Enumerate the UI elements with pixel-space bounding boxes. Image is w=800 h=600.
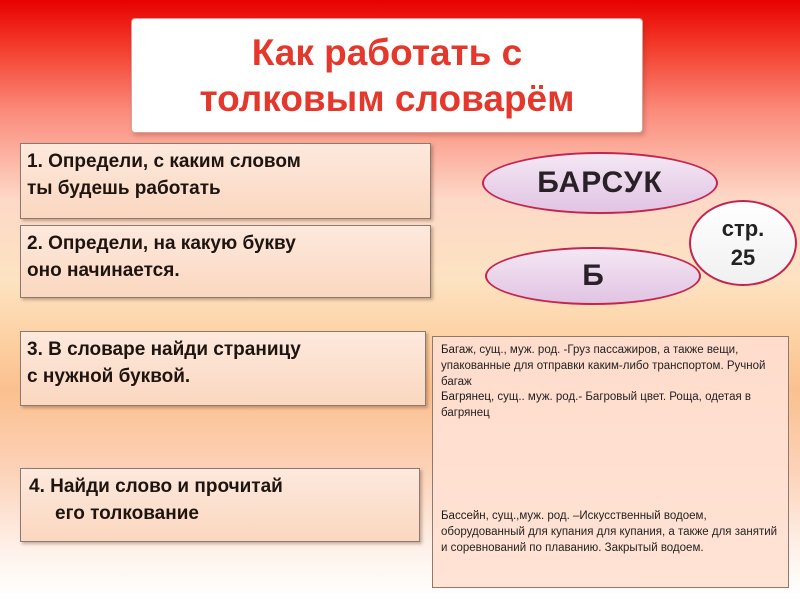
letter-oval	[485, 247, 701, 305]
letter-label: Б	[582, 259, 604, 292]
entry-definition: , сущ., муж. род. -Груз пассажиров, а также вещи, упакованные для отправки каким-либо транспортом. Ручной багаж	[441, 344, 766, 388]
entry-definition: , сущ.. муж. род.- Багровый цвет. Роща, одетая в багрянец	[441, 391, 751, 420]
dictionary-entry	[441, 509, 780, 556]
dictionary-entry	[441, 390, 780, 422]
entry-headword: Багаж	[441, 344, 473, 356]
entry-definition: , сущ.,муж. род. –Искусственный водоем, оборудованный для купания для купания, а также для занятий и соревнований по плаванию. Закрытый водоем.	[441, 510, 778, 554]
entry-headword: Бассейн	[441, 510, 486, 522]
page-reference-label: стр. 25	[721, 216, 765, 270]
step-2-box	[20, 225, 431, 298]
step-4-text-line2: его толкование	[55, 503, 199, 524]
page-reference-oval	[689, 200, 797, 286]
step-1-box	[20, 143, 431, 219]
title-box	[131, 18, 643, 133]
word-oval	[482, 152, 718, 214]
step-1-text: 1. Определи, с каким словом ты будешь работать	[27, 151, 301, 199]
step-3-box	[20, 331, 426, 406]
page-title: Как работать с толковым словарём	[199, 31, 575, 119]
dictionary-entry	[441, 343, 780, 390]
step-3-text: 3. В словаре найди страницу с нужной буквой.	[27, 339, 301, 387]
step-4-text-line1: 4. Найди слово и прочитай	[29, 476, 283, 497]
step-4-box	[20, 468, 420, 542]
dictionary-excerpt	[432, 336, 789, 588]
entry-headword: Багрянец	[441, 391, 491, 404]
step-2-text: 2. Определи, на какую букву оно начинается.	[27, 233, 296, 281]
word-label: БАРСУК	[537, 166, 663, 199]
